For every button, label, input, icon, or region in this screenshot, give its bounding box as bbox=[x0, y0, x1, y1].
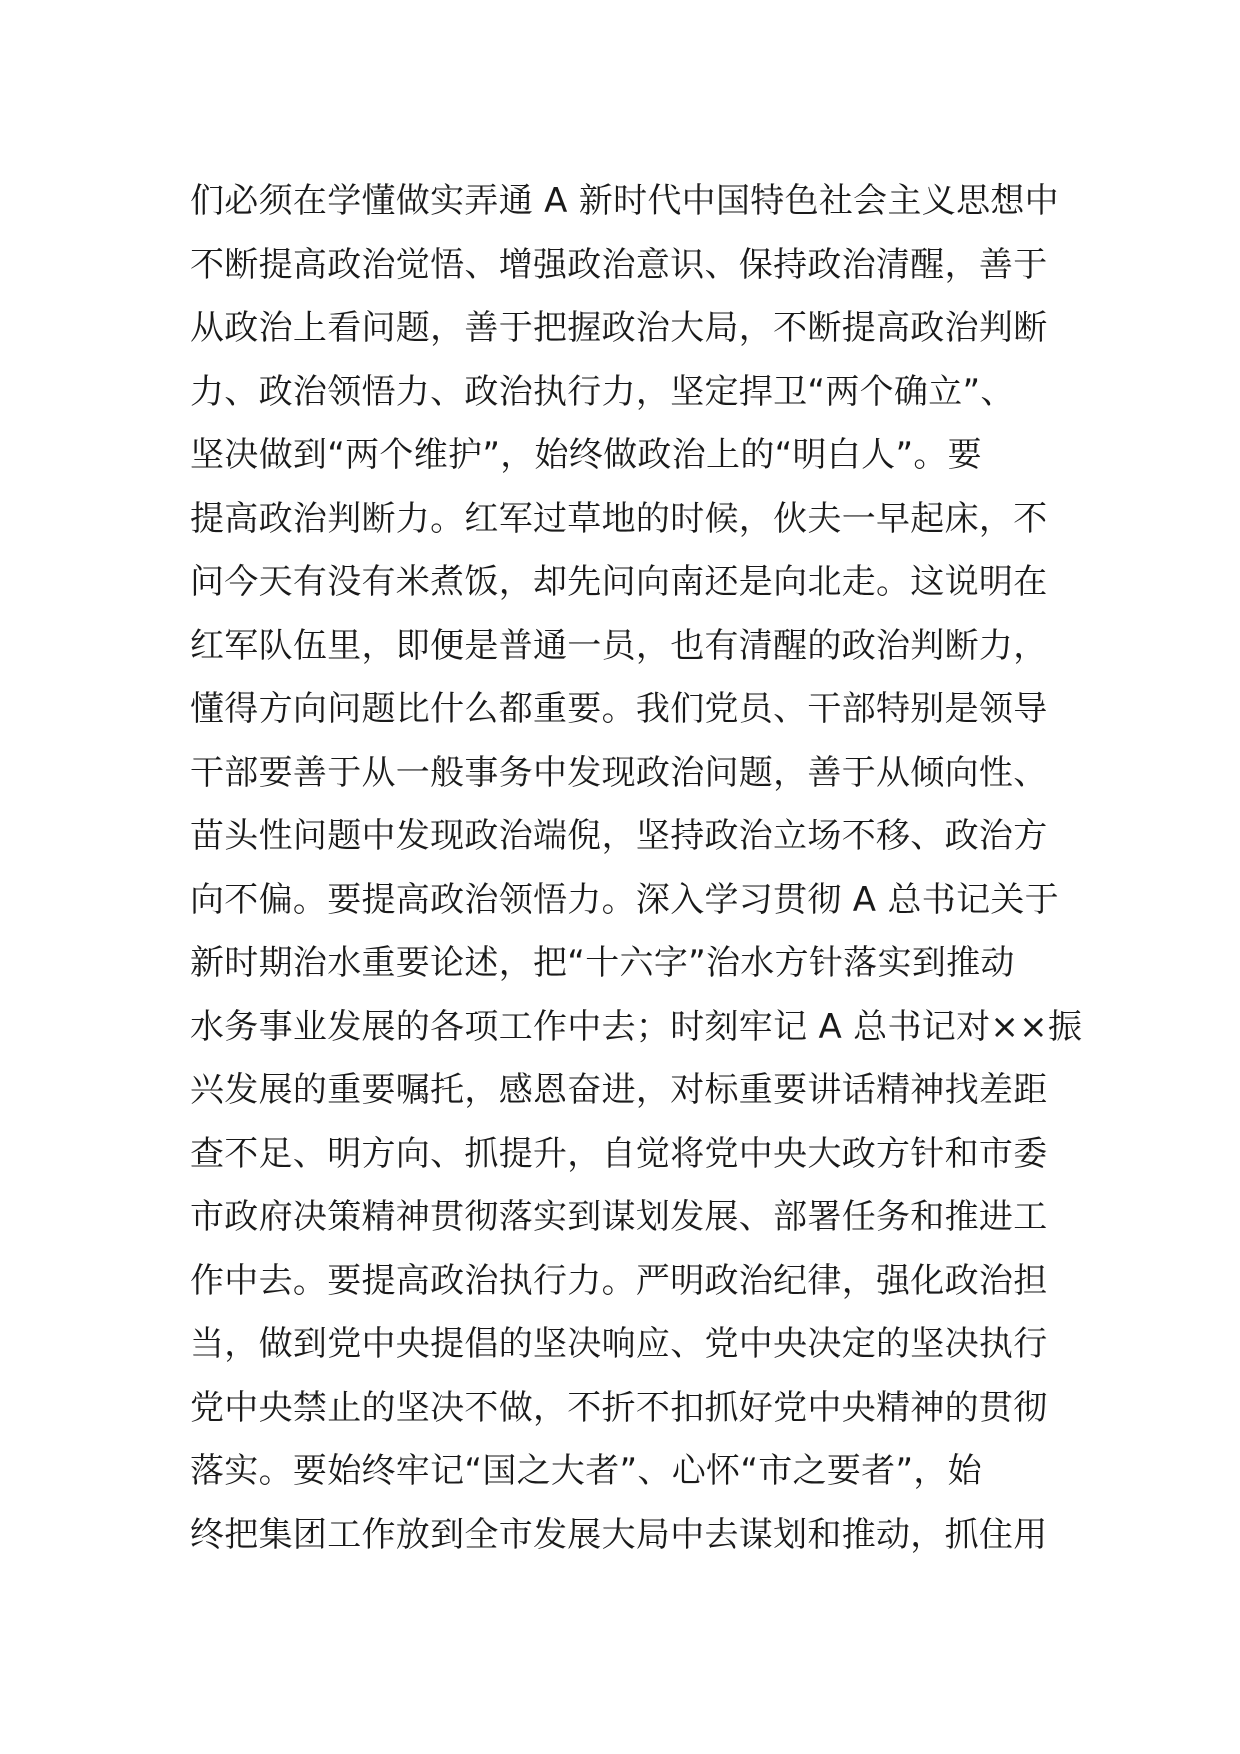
body-text bbox=[190, 170, 1083, 1567]
text-line: 水务事业发展的各项工作中去；时刻牢记 A 总书记对××振 bbox=[190, 1006, 1083, 1047]
text-line: 干部要善于从一般事务中发现政治问题，善于从倾向性、 bbox=[190, 752, 1048, 793]
text-line: 问今天有没有米煮饭，却先问向南还是向北走。这说明在 bbox=[190, 562, 1048, 602]
text-line: 当，做到党中央提倡的坚决响应、党中央决定的坚决执行 bbox=[190, 1324, 1048, 1364]
text-line: 向不偏。要提高政治领悟力。深入学习贯彻 A 总书记关于 bbox=[190, 879, 1059, 920]
text-line: 从政治上看问题，善于把握政治大局，不断提高政治判断 bbox=[190, 308, 1048, 348]
text-line: 查不足、明方向、抓提升，自觉将党中央大政方针和市委 bbox=[190, 1133, 1048, 1174]
text-line: 力、政治领悟力、政治执行力，坚定捍卫“两个确立”、 bbox=[190, 371, 1015, 412]
text-line: 懂得方向问题比什么都重要。我们党员、干部特别是领导 bbox=[190, 689, 1048, 729]
text-line: 红军队伍里，即便是普通一员，也有清醒的政治判断力， bbox=[190, 625, 1048, 666]
text-line: 终把集团工作放到全市发展大局中去谋划和推动，抓住用 bbox=[190, 1514, 1048, 1555]
text-line: 们必须在学懂做实弄通 A 新时代中国特色社会主义思想中 bbox=[190, 181, 1059, 221]
text-line: 党中央禁止的坚决不做，不折不扣抓好党中央精神的贯彻 bbox=[190, 1387, 1048, 1428]
text-line: 提高政治判断力。红军过草地的时候，伙夫一早起床，不 bbox=[190, 498, 1048, 539]
text-line: 兴发展的重要嘱托，感恩奋进，对标重要讲话精神找差距 bbox=[190, 1070, 1048, 1110]
text-line: 新时期治水重要论述，把“十六字”治水方针落实到推动 bbox=[190, 943, 1015, 983]
text-line: 苗头性问题中发现政治端倪，坚持政治立场不移、政治方 bbox=[190, 816, 1048, 856]
text-line: 落实。要始终牢记“国之大者”、心怀“市之要者”，始 bbox=[190, 1451, 982, 1491]
text-line: 作中去。要提高政治执行力。严明政治纪律，强化政治担 bbox=[190, 1260, 1048, 1301]
text-line: 不断提高政治觉悟、增强政治意识、保持政治清醒，善于 bbox=[190, 244, 1048, 285]
text-line: 坚决做到“两个维护”，始终做政治上的“明白人”。要 bbox=[190, 435, 982, 475]
text-line: 市政府决策精神贯彻落实到谋划发展、部署任务和推进工 bbox=[190, 1197, 1048, 1237]
